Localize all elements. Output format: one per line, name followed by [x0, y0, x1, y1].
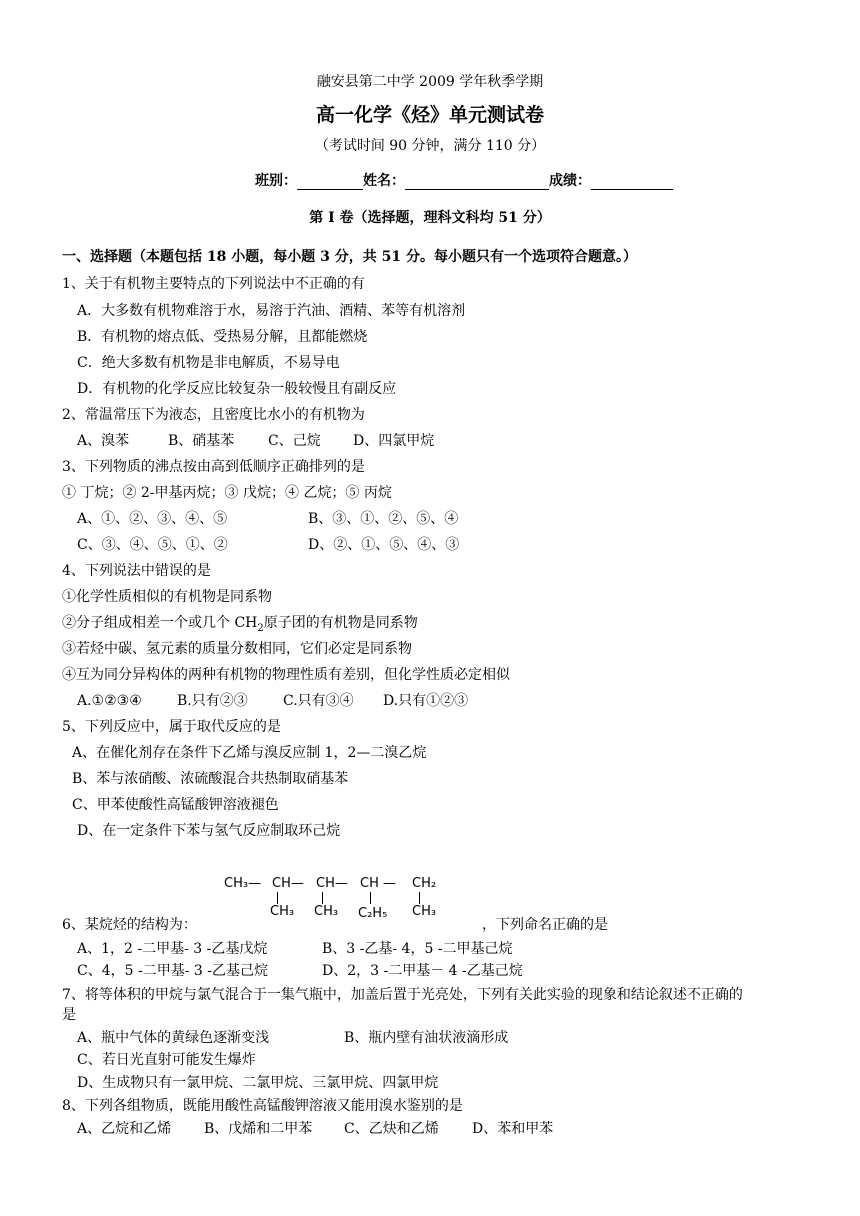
class-blank[interactable]	[297, 173, 363, 190]
q8-option-a: A、乙烷和乙烯	[77, 1121, 172, 1137]
q7-option-b: B、瓶内壁有油状液滴形成	[344, 1030, 509, 1046]
q2-option-d: D、四氯甲烷	[353, 433, 435, 449]
name-blank[interactable]	[405, 173, 549, 190]
q4-option-d: D.只有①②③	[383, 693, 469, 709]
struct-c5: CH₂	[412, 876, 437, 891]
q1-option-c: C．绝大多数有机物是非电解质，不易导电	[77, 355, 340, 371]
q8-stem: 8、下列各组物质，既能用酸性高锰酸钾溶液又能用溴水鉴别的是	[62, 1098, 463, 1114]
struct-c2: CH—	[272, 876, 304, 891]
q5-option-d: D、在一定条件下苯与氢气反应制取环己烷	[77, 823, 341, 839]
struct-s4: C₂H₅	[358, 906, 388, 921]
q4-stem: 4、下列说法中错误的是	[62, 563, 211, 579]
q4-statement-4: ④互为同分异构体的两种有机物的物理性质有差别，但化学性质必定相似	[62, 667, 510, 683]
bond-line	[322, 892, 323, 904]
score-label: 成绩：	[549, 173, 591, 189]
q8-option-b: B、戊烯和二甲苯	[204, 1121, 313, 1137]
bond-line	[419, 892, 420, 904]
q1-option-a: A．大多数有机物难溶于水，易溶于汽油、酒精、苯等有机溶剂	[77, 303, 466, 319]
q5-stem: 5、下列反应中，属于取代反应的是	[62, 719, 281, 735]
q3-option-d: D、②、①、⑤、④、③	[308, 537, 460, 553]
struct-s2: CH₃	[270, 904, 295, 919]
q3-option-a: A、①、②、③、④、⑤	[77, 511, 228, 527]
struct-s3: CH₃	[314, 904, 339, 919]
bond-line	[277, 892, 278, 904]
q6-option-a: A、1，2 -二甲基- 3 -乙基戊烷	[77, 941, 268, 957]
q2-option-c: C、己烷	[268, 433, 321, 449]
section-title: 第 I 卷（选择题，理科文科均 51 分）	[309, 210, 551, 226]
q1-stem: 1、关于有机物主要特点的下列说法中不正确的有	[62, 276, 365, 292]
q2-stem: 2、常温常压下为液态，且密度比水小的有机物为	[62, 407, 365, 423]
q6-stem-end: ，下列命名正确的是	[482, 917, 608, 933]
struct-c1: CH₃—	[224, 876, 262, 891]
struct-c4: CH —	[360, 876, 396, 891]
q7-option-c: C、若日光直射可能发生爆炸	[77, 1052, 256, 1068]
q4-option-c: C.只有③④	[283, 693, 354, 709]
q6-stem: 6、某烷烃的结构为：	[62, 917, 197, 933]
q1-option-b: B．有机物的熔点低、受热易分解，且都能燃烧	[77, 329, 368, 345]
student-info-row	[255, 172, 673, 190]
q2-option-b: B、硝基苯	[168, 433, 235, 449]
q7-stem-cont: 是	[62, 1007, 76, 1023]
q6-option-b: B、3 -乙基- 4，5 -二甲基己烷	[322, 941, 513, 957]
q4-option-b: B.只有②③	[177, 693, 248, 709]
q7-option-d: D、生成物只有一氯甲烷、二氯甲烷、三氯甲烷、四氯甲烷	[77, 1075, 439, 1091]
struct-s5: CH₃	[412, 904, 437, 919]
q5-option-a: A、在催化剂存在条件下乙烯与溴反应制 1，2—二溴乙烷	[72, 745, 427, 761]
exam-title: 高一化学《烃》单元测试卷	[315, 104, 544, 126]
score-blank[interactable]	[591, 173, 673, 190]
q3-substance-list: ① 丁烷；② 2-甲基丙烷；③ 戊烷；④ 乙烷；⑤ 丙烷	[62, 485, 392, 501]
part-heading: 一、选择题（本题包括 18 小题，每小题 3 分，共 51 分。每小题只有一个选项符合题意。）	[62, 249, 637, 265]
q4-statement-1: ①化学性质相似的有机物是同系物	[62, 589, 272, 605]
struct-c3: CH—	[316, 876, 348, 891]
q8-option-d: D、苯和甲苯	[472, 1121, 554, 1137]
q4-statement-3: ③若烃中碳、氢元素的质量分数相同，它们必定是同系物	[62, 641, 412, 657]
q3-stem: 3、下列物质的沸点按由高到低顺序正确排列的是	[62, 459, 365, 475]
q6-option-d: D、2，3 -二甲基－ 4 -乙基己烷	[322, 963, 523, 979]
q4-statement-2: ②分子组成相差一个或几个 $CH_2$原子团的有机物是同系物	[62, 615, 418, 634]
q7-stem: 7、将等体积的甲烷与氯气混合于一集气瓶中，加盖后置于光亮处，下列有关此实验的现象和结论叙述不正确的	[62, 987, 743, 1003]
bond-line	[370, 892, 371, 904]
exam-time-info: （考试时间 90 分钟，满分 110 分）	[314, 138, 546, 154]
q7-option-a: A、瓶中气体的黄绿色逐渐变浅	[77, 1030, 270, 1046]
q8-option-c: C、乙炔和乙烯	[344, 1121, 439, 1137]
q2-option-a: A、溴苯	[77, 433, 130, 449]
q6-option-c: C、4，5 -二甲基- 3 -乙基己烷	[77, 963, 268, 979]
q5-option-b: B、苯与浓硝酸、浓硫酸混合共热制取硝基苯	[72, 771, 349, 787]
name-label: 姓名：	[363, 173, 405, 189]
q1-option-d: D．有机物的化学反应比较复杂一般较慢且有副反应	[77, 381, 397, 397]
q3-option-b: B、③、①、②、⑤、④	[308, 511, 459, 527]
school-name: 融安县第二中学 2009 学年秋季学期	[316, 74, 544, 90]
q4-option-a: A.①②③④	[77, 693, 142, 709]
q5-option-c: C、甲苯使酸性高锰酸钾溶液褪色	[72, 797, 279, 813]
q3-option-c: C、③、④、⑤、①、②	[77, 537, 228, 553]
class-label: 班别：	[255, 173, 297, 189]
